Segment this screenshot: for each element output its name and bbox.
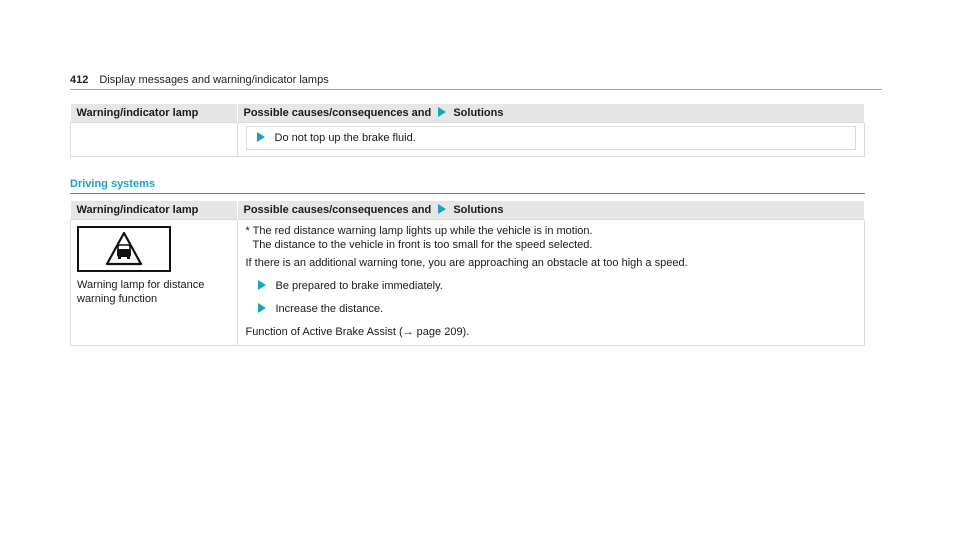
step-arrow-icon [257, 132, 265, 142]
table1-col2-header [237, 104, 865, 123]
page-header-title: Display messages and warning/indicator lamps [99, 74, 329, 86]
section-title: Driving systems [70, 178, 155, 190]
header-divider [70, 89, 882, 90]
page-number: 412 [70, 74, 89, 86]
table2-description-cell [237, 220, 865, 346]
step-arrow-icon [258, 303, 266, 313]
table1-col1-header: Warning/indicator lamp [71, 104, 238, 123]
table1-col2-header-suffix: Solutions [453, 107, 504, 119]
step-arrow-icon [258, 280, 266, 290]
section-divider [70, 193, 865, 194]
lamp-label-line2: warning function [77, 293, 158, 305]
table1-col2-header-prefix: Possible causes/consequences and [243, 107, 432, 119]
solution-arrow-icon [438, 204, 446, 214]
lamp-label [77, 278, 231, 306]
table2-lamp-cell [71, 220, 238, 346]
cause-line3: If there is an additional warning tone, you are approaching an obstacle at too high a speed. [245, 257, 688, 269]
table1-solution-cell [237, 123, 865, 157]
step-1-text: Be prepared to brake immediately. [275, 280, 443, 292]
page-header [70, 74, 329, 86]
table1-lamp-cell [71, 123, 238, 157]
table2-col2-header-suffix: Solutions [453, 204, 504, 216]
table2-col2-header [237, 201, 865, 220]
solution-arrow-icon [438, 107, 446, 117]
distance-warning-icon [77, 226, 171, 272]
driving-systems-table [70, 201, 865, 346]
table1-step [246, 126, 857, 150]
table2-col2-header-prefix: Possible causes/consequences and [243, 204, 432, 216]
step-2-text: Increase the distance. [275, 303, 384, 315]
cause-line1: * The red distance warning lamp lights up while the vehicle is in motion. [245, 225, 593, 237]
table1-step-text: Do not top up the brake fluid. [274, 132, 416, 144]
cause-line2: The distance to the vehicle in front is too small for the speed selected. [252, 239, 593, 251]
table2-col1-header: Warning/indicator lamp [71, 201, 238, 220]
brake-fluid-table [70, 104, 865, 157]
lamp-label-line1: Warning lamp for distance [77, 279, 205, 291]
step-1 [246, 279, 857, 293]
step-2 [246, 302, 857, 316]
page-reference: Function of Active Brake Assist (→ page 209). [245, 326, 470, 338]
